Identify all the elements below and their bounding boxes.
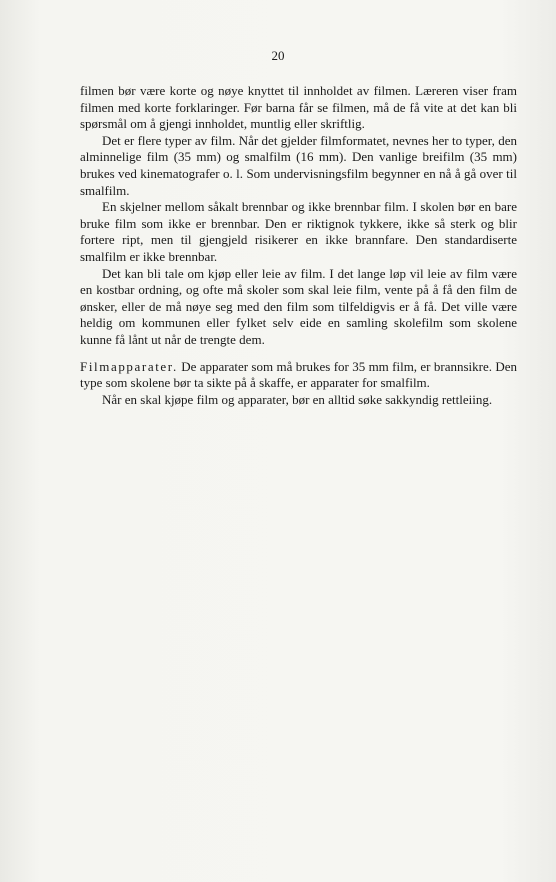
section-paragraph-text: De apparater som må brukes for 35 mm film, er brannsikre. Den type som skolene bør ta sikte på å skaffe, er apparater for smalfilm. (80, 358, 517, 391)
section-heading: Filmapparater. (80, 358, 178, 374)
section-paragraph (80, 359, 517, 392)
paragraph: En skjelner mellom såkalt brennbar og ikke brennbar film. I skolen bør en bare bruke film som ikke er brennbar. Den er riktignok tykkere, ikke så sterk og blir fortere ript, men til gjengjeld risikerer en ikke brannfare. Den standardiserte smalfilm er ikke brennbar. (80, 199, 517, 264)
body-text (80, 83, 517, 408)
paragraph: filmen bør være korte og nøye knyttet til innholdet av filmen. Læreren viser fram filmen med korte forklaringer. Før barna får se filmen, må de få vite at det kan bli spørsmål om å gjengi innholdet, muntlig eller skriftlig. (80, 83, 517, 132)
paragraph: Når en skal kjøpe film og apparater, bør en alltid søke sakkyndig rettleiing. (102, 391, 493, 407)
page-number: 20 (271, 48, 285, 63)
paragraph: Det er flere typer av film. Når det gjelder filmformatet, nevnes her to typer, den alminnelige film (35 mm) og smalfilm (16 mm). Den vanlige breifilm (35 mm) brukes ved kinematografer o. l. Som undervisningsfilm begynner en nå å gå over til smalfilm. (80, 132, 517, 198)
paragraph: Det kan bli tale om kjøp eller leie av film. I det lange løp vil leie av film være en kostbar ordning, og ofte må skoler som skal leie film, vente på å få den film de ønsker, eller de må nøye seg med den film som tilfeldigvis er å få. Det ville være heldig om kommunen eller fylket selv eide en samling skolefilm som skolene kunne få lånt ut når de trengte dem. (80, 265, 517, 347)
